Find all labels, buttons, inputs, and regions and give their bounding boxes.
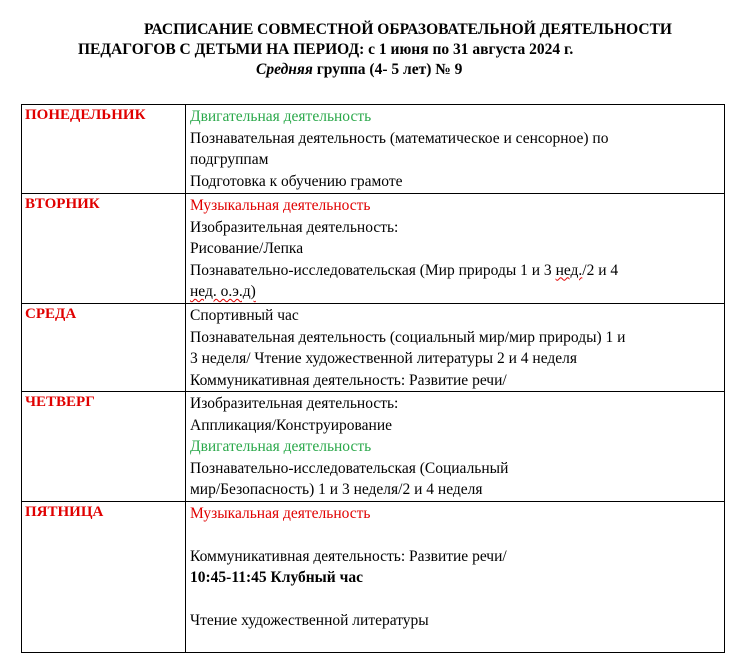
activity-line: Изобразительная деятельность:	[190, 218, 399, 236]
activity-line: подгруппам	[190, 151, 269, 168]
activity-line: Рисование/Лепка	[190, 240, 304, 257]
activities-cell-tuesday	[186, 194, 725, 304]
schedule-row-tuesday	[22, 194, 725, 304]
activity-line-club-hour: 10:45-11:45 Клубный час	[190, 569, 363, 586]
schedule-row-thursday	[22, 392, 725, 502]
blank-line	[190, 524, 718, 546]
activity-text: /2 и 4	[582, 261, 619, 279]
activity-line: Подготовка к обучению грамоте	[190, 172, 403, 190]
schedule-row-wednesday	[22, 304, 725, 392]
schedule-row-monday	[22, 105, 725, 194]
activity-line: Чтение художественной литературы	[190, 612, 429, 629]
day-cell-tuesday: ВТОРНИК	[22, 194, 186, 304]
blank-line	[190, 589, 718, 611]
day-cell-friday: ПЯТНИЦА	[22, 501, 186, 652]
activity-line: Спортивный час	[190, 307, 299, 324]
activity-text-spellmark: нед.	[555, 261, 583, 279]
activity-line: Аппликация/Конструирование	[190, 416, 393, 434]
activity-line	[190, 260, 718, 282]
activity-line: Познавательная деятельность (математическое и сенсорное) по	[190, 129, 609, 147]
activity-line: Коммуникативная деятельность: Развитие речи/	[190, 371, 507, 389]
activity-line: Музыкальная деятельность	[190, 197, 371, 214]
activity-line: 3 неделя/ Чтение художественной литературы 2 и 4 неделя	[190, 350, 577, 367]
schedule-row-friday	[22, 501, 725, 652]
activities-cell-thursday	[186, 392, 725, 502]
title-group-italic: Средняя	[256, 61, 313, 78]
activities-cell-monday	[186, 105, 725, 194]
schedule-table	[21, 104, 725, 653]
activity-line: Двигательная деятельность	[190, 438, 372, 455]
activity-line: Двигательная деятельность	[190, 108, 372, 125]
activities-cell-friday	[186, 501, 725, 652]
activity-line: Познавательно-исследовательская (Социальный	[190, 459, 509, 477]
day-cell-monday: ПОНЕДЕЛЬНИК	[22, 105, 186, 194]
day-cell-wednesday: СРЕДА	[22, 304, 186, 392]
activity-line: Познавательная деятельность (социальный мир/мир природы) 1 и	[190, 328, 626, 346]
day-cell-thursday: ЧЕТВЕРГ	[22, 392, 186, 502]
activity-line: Коммуникативная деятельность: Развитие речи/	[190, 547, 507, 565]
activity-line: нед. о.э.д)	[190, 283, 256, 300]
activity-line: Музыкальная деятельность	[190, 504, 371, 522]
title-line-2: ПЕДАГОГОВ С ДЕТЬМИ НА ПЕРИОД: с 1 июня по 31 августа 2024 г.	[78, 41, 574, 58]
activity-line: мир/Безопасность) 1 и 3 неделя/2 и 4 неделя	[190, 481, 483, 498]
title-group-rest: группа (4- 5 лет) № 9	[312, 61, 463, 78]
title-line-3	[256, 60, 462, 80]
activity-line: Изобразительная деятельность:	[190, 395, 399, 412]
activities-cell-wednesday	[186, 304, 725, 392]
activity-text: Познавательно-исследовательская (Мир природы 1 и 3	[190, 261, 556, 279]
title-line-1: РАСПИСАНИЕ СОВМЕСТНОЙ ОБРАЗОВАТЕЛЬНОЙ ДЕЯТЕЛЬНОСТИ	[144, 21, 672, 38]
